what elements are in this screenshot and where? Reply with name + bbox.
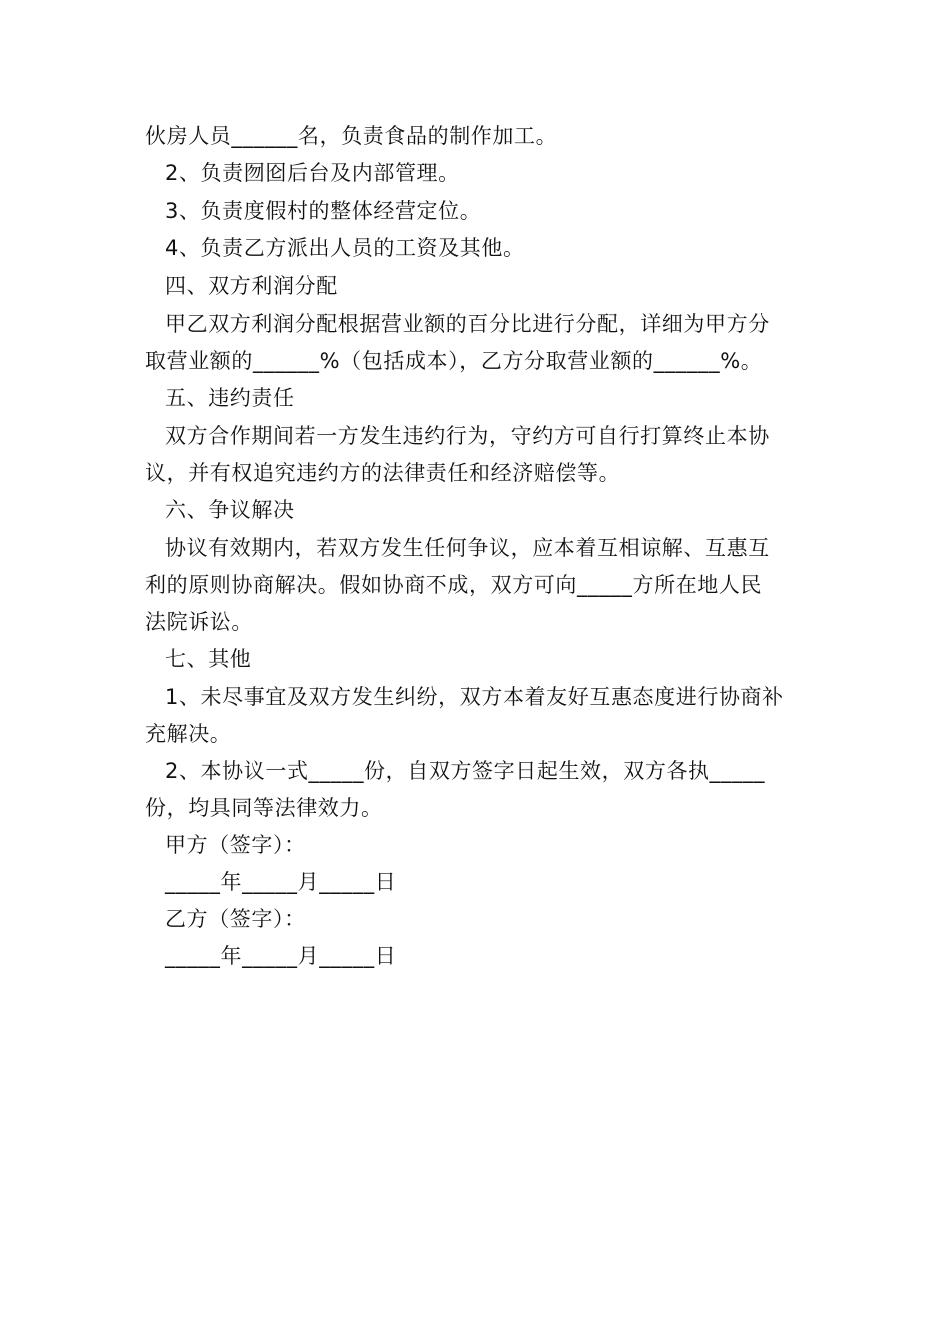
party-b-signature-label: 乙方（签字）： bbox=[165, 907, 306, 931]
party-b-date-line: _____年_____月_____日 bbox=[165, 944, 397, 968]
text-line-staff-count: 伙房人员______名，负责食品的制作加工。 bbox=[145, 124, 558, 148]
text-line-breach-2: 议，并有权追究违约方的法律责任和经济赔偿等。 bbox=[145, 461, 621, 485]
section-heading-other: 七、其他 bbox=[165, 647, 252, 671]
text-line-breach-1: 双方合作期间若一方发生违约行为，守约方可自行打算终止本协 bbox=[165, 424, 770, 448]
section-heading-dispute: 六、争议解决 bbox=[165, 498, 295, 522]
section-heading-profit: 四、双方利润分配 bbox=[165, 274, 338, 298]
text-line-other-2a: 2、本协议一式_____份，自双方签字日起生效，双方各执_____ bbox=[165, 759, 766, 783]
party-a-date-line: _____年_____月_____日 bbox=[165, 870, 397, 894]
text-line-profit-2: 取营业额的______%（包括成本），乙方分取营业额的______%。 bbox=[145, 349, 763, 373]
section-heading-breach: 五、违约责任 bbox=[165, 386, 295, 410]
text-line-item-2: 2、负责囫囵后台及内部管理。 bbox=[165, 161, 460, 185]
text-line-item-3: 3、负责度假村的整体经营定位。 bbox=[165, 199, 482, 223]
text-line-other-2b: 份，均具同等法律效力。 bbox=[145, 796, 383, 820]
party-a-signature-label: 甲方（签字）： bbox=[165, 833, 306, 857]
text-line-other-1a: 1、未尽事宜及双方发生纠纷，双方本着友好互惠态度进行协商补 bbox=[165, 685, 784, 709]
text-line-other-1b: 充解决。 bbox=[145, 722, 232, 746]
text-line-item-4: 4、负责乙方派出人员的工资及其他。 bbox=[165, 236, 525, 260]
text-line-dispute-1: 协议有效期内，若双方发生任何争议，应本着互相谅解、互惠互 bbox=[165, 536, 770, 560]
text-line-dispute-2: 利的原则协商解决。假如协商不成，双方可向_____方所在地人民 bbox=[145, 573, 763, 597]
text-line-dispute-3: 法院诉讼。 bbox=[145, 610, 253, 634]
text-line-profit-1: 甲乙双方利润分配根据营业额的百分比进行分配，详细为甲方分 bbox=[165, 312, 770, 336]
